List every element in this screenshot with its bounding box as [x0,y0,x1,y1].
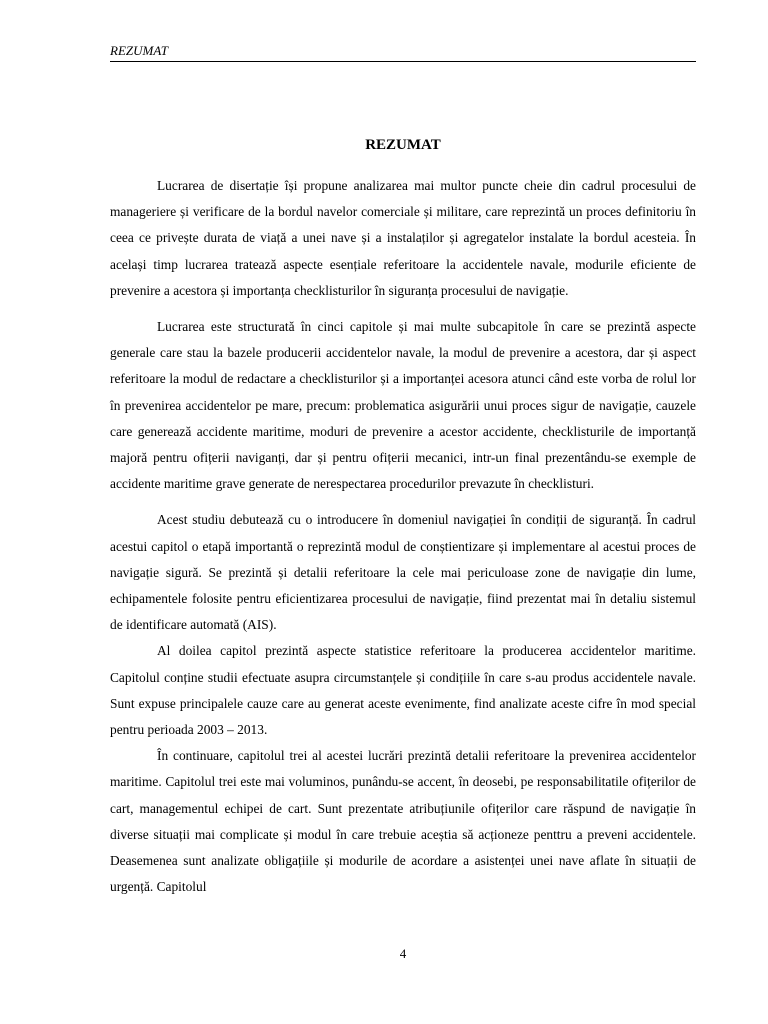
paragraph: În continuare, capitolul trei al acestei lucrări prezintă detalii referitoare la prevenirea accidentelor maritime. Capitolul trei este mai voluminos, punându-se accent, în deosebi, pe responsabilitatile ofițerilor de cart, managementul echipei de cart. Sunt prezentate atribuțiunile ofițerilor care răspund de navigație în diverse situații mai complicate și modul în care trebuie aceștia să acționeze penttru a preveni accidentele. Deasemenea sunt analizate obligațiile și modurile de acordare a asistenței unei nave aflate în situații de urgență. Capitolul [110,748,696,895]
paragraph: Lucrarea este structurată în cinci capitole și mai multe subcapitole în care se prezintă aspecte generale care stau la bazele producerii accidentelor navale, la modul de prevenire a acestora, dar și aspect referitoare la modul de redactare a checklisturilor și a importanței acesora atunci când este vorba de rolul lor în prevenirea accidentelor pe mare, precum: problematica asigurării unui proces sigur de navigație, cauzele care generează accidente maritime, moduri de prevenire a acestor accidente, checklisturile de importanță majoră pentru ofițerii naviganți, dar și pentru ofițerii mecanici, intr-un final prezentându-se exemple de accidente maritime grave generate de nerespectarea procedurilor prevazute în checklisturi. [110,319,696,492]
paragraph: Al doilea capitol prezintă aspecte statistice referitoare la producerea accidentelor maritime. Capitolul conține studii efectuate asupra circumstanțele și condițiile în care s-au produs accidentele navale. Sunt expuse principalele cauze care au generat aceste evenimente, find analizate aceste cifre în mod special pentru perioada 2003 – 2013. [110,643,696,738]
running-header: REZUMAT [110,43,696,62]
page-title: REZUMAT [365,137,441,153]
document-body [110,173,696,900]
paragraph: Lucrarea de disertație își propune analizarea mai multor puncte cheie din cadrul procesului de manageriere și verificare de la bordul navelor comerciale și militare, care reprezintă un proces definitoriu în ceea ce privește durata de viață a unei nave și a instalaților și agregatelor instalate la bordul acesteia. În același timp lucrarea tratează aspecte esențiale referitoare la accidentele navale, modurile eficiente de prevenire a acestora și importanța checklisturilor în siguranța procesului de navigație. [110,178,696,298]
paragraph: Acest studiu debutează cu o introducere în domeniul navigației în condiții de siguranță. În cadrul acestui capitol o etapă importantă o reprezintă modul de conștientizare și implementare al acestui proces de navigație sigură. Se prezintă și detalii referitoare la cele mai periculoase zone de navigație din lume, echipamentele folosite pentru eficientizarea procesului de navigație, fiind prezentat mai în detaliu sistemul de identificare automată (AIS). [110,512,696,633]
page-number: 4 [399,946,407,961]
